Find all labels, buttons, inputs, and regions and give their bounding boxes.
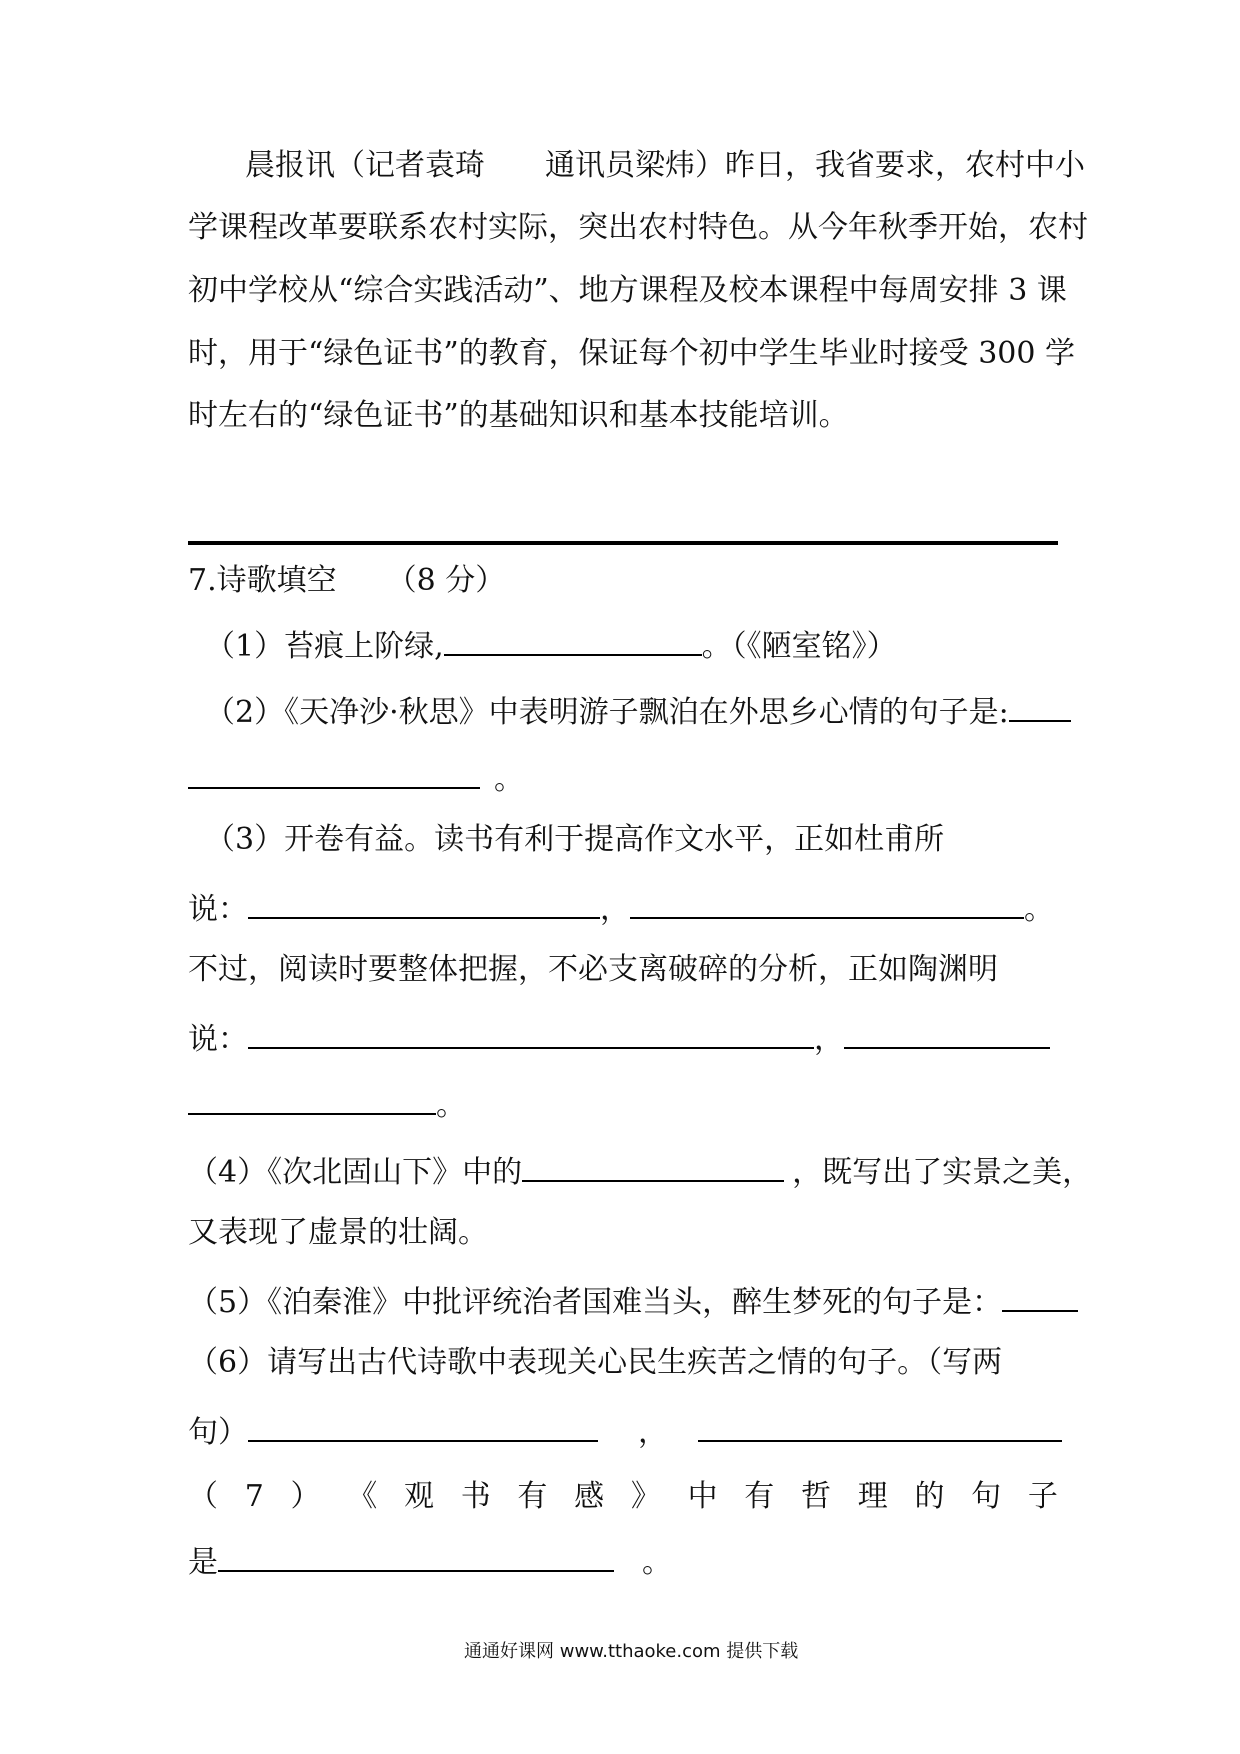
section-title bbox=[188, 561, 505, 601]
q7-char: 有 bbox=[517, 1479, 548, 1514]
question-1 bbox=[205, 624, 897, 667]
question-3-line-1: （3）开卷有益。读书有利于提高作文水平，正如杜甫所 bbox=[205, 822, 945, 857]
answer-blank-4[interactable] bbox=[522, 1150, 784, 1182]
q7-char: 句 bbox=[971, 1479, 1002, 1514]
comma: ， bbox=[638, 1415, 668, 1450]
q7-char: 子 bbox=[1027, 1479, 1058, 1514]
answer-blank-5[interactable] bbox=[1002, 1280, 1078, 1312]
answer-blank-3e[interactable] bbox=[188, 1083, 436, 1115]
question-1-suffix: 。（《陋室铭》） bbox=[701, 629, 897, 664]
question-2-end: 。 bbox=[494, 762, 524, 797]
answer-blank-6b[interactable] bbox=[698, 1410, 1062, 1442]
question-7-line-2 bbox=[188, 1540, 672, 1583]
question-3-line-5 bbox=[188, 1083, 466, 1126]
section-divider bbox=[188, 541, 1058, 545]
q7-char: 《 bbox=[347, 1479, 378, 1514]
question-4-prefix: （4）《次北固山下》中的 bbox=[188, 1155, 523, 1190]
q7-char: 书 bbox=[460, 1479, 491, 1514]
question-3-line-2 bbox=[188, 887, 1054, 930]
answer-blank-3d[interactable] bbox=[844, 1017, 1050, 1049]
question-2-cont bbox=[188, 757, 524, 800]
question-2 bbox=[205, 690, 1071, 733]
q7-char: 观 bbox=[403, 1479, 434, 1514]
q7-char: 的 bbox=[914, 1479, 945, 1514]
question-2-prefix: （2）《天净沙·秋思》中表明游子飘泊在外思乡心情的句子是: bbox=[205, 695, 1009, 730]
answer-blank-3b[interactable] bbox=[630, 887, 1024, 919]
question-3-say: 说： bbox=[188, 892, 248, 927]
period: 。 bbox=[1024, 892, 1054, 927]
news-line-2: 学课程改革要联系农村实际，突出农村特色。从今年秋季开始，农村 bbox=[188, 210, 1088, 245]
answer-blank-2a[interactable] bbox=[1009, 690, 1071, 722]
question-5-text: （5）《泊秦淮》中批评统治者国难当头，醉生梦死的句子是： bbox=[188, 1285, 1003, 1320]
q7-char: ） bbox=[290, 1479, 321, 1514]
question-3-line-4 bbox=[188, 1017, 1050, 1060]
answer-blank-1[interactable] bbox=[444, 624, 702, 656]
answer-blank-2b[interactable] bbox=[188, 757, 480, 789]
q7-char: 7 bbox=[244, 1479, 264, 1514]
q7-char: 》 bbox=[630, 1479, 661, 1514]
comma: ， bbox=[814, 1022, 844, 1057]
question-4-line-2: 又表现了虚景的壮阔。 bbox=[188, 1215, 488, 1250]
question-6-line-1: （6）请写出古代诗歌中表现关心民生疾苦之情的句子。（写两 bbox=[188, 1345, 1003, 1380]
news-line-1: 晨报讯（记者袁琦 通讯员梁炜）昨日，我省要求，农村中小 bbox=[245, 148, 1085, 183]
q7-char: 理 bbox=[857, 1479, 888, 1514]
question-5 bbox=[188, 1280, 1078, 1323]
question-7-line-1 bbox=[188, 1477, 1058, 1517]
question-3-line-3: 不过，阅读时要整体把握，不必支离破碎的分析，正如陶渊明 bbox=[188, 952, 998, 987]
section-title-text: 7.诗歌填空 bbox=[188, 563, 337, 598]
section-score: （8 分） bbox=[386, 563, 506, 598]
news-line-4: 时，用于“绿色证书”的教育，保证每个初中学生毕业时接受 300 学 bbox=[188, 336, 1076, 371]
news-line-3: 初中学校从“综合实践活动”、地方课程及校本课程中每周安排 3 课 bbox=[188, 273, 1067, 308]
q7-char: （ bbox=[188, 1479, 218, 1514]
question-1-prefix: （1）苔痕上阶绿, bbox=[205, 629, 444, 664]
answer-blank-6a[interactable] bbox=[248, 1410, 598, 1442]
question-7-end: 。 bbox=[642, 1545, 672, 1580]
q7-char: 中 bbox=[687, 1479, 718, 1514]
answer-blank-3a[interactable] bbox=[248, 887, 600, 919]
question-6-line-2 bbox=[188, 1410, 1062, 1453]
question-7-prefix: 是 bbox=[188, 1545, 218, 1580]
comma: ， bbox=[600, 892, 630, 927]
q7-char: 哲 bbox=[801, 1479, 831, 1514]
answer-blank-3c[interactable] bbox=[248, 1017, 814, 1049]
question-3-say-2: 说： bbox=[188, 1022, 248, 1057]
footer-credit: 通通好课网 www.tthaoke.com 提供下载 bbox=[464, 1641, 799, 1662]
q7-char: 有 bbox=[744, 1479, 775, 1514]
period: 。 bbox=[436, 1088, 466, 1123]
news-line-5: 时左右的“绿色证书”的基础知识和基本技能培训。 bbox=[188, 398, 849, 433]
question-4 bbox=[188, 1150, 1092, 1193]
question-6-prefix: 句） bbox=[188, 1415, 248, 1450]
answer-blank-7[interactable] bbox=[218, 1540, 614, 1572]
q7-char: 感 bbox=[574, 1479, 605, 1514]
question-4-suffix: ，既写出了实景之美， bbox=[792, 1155, 1093, 1190]
